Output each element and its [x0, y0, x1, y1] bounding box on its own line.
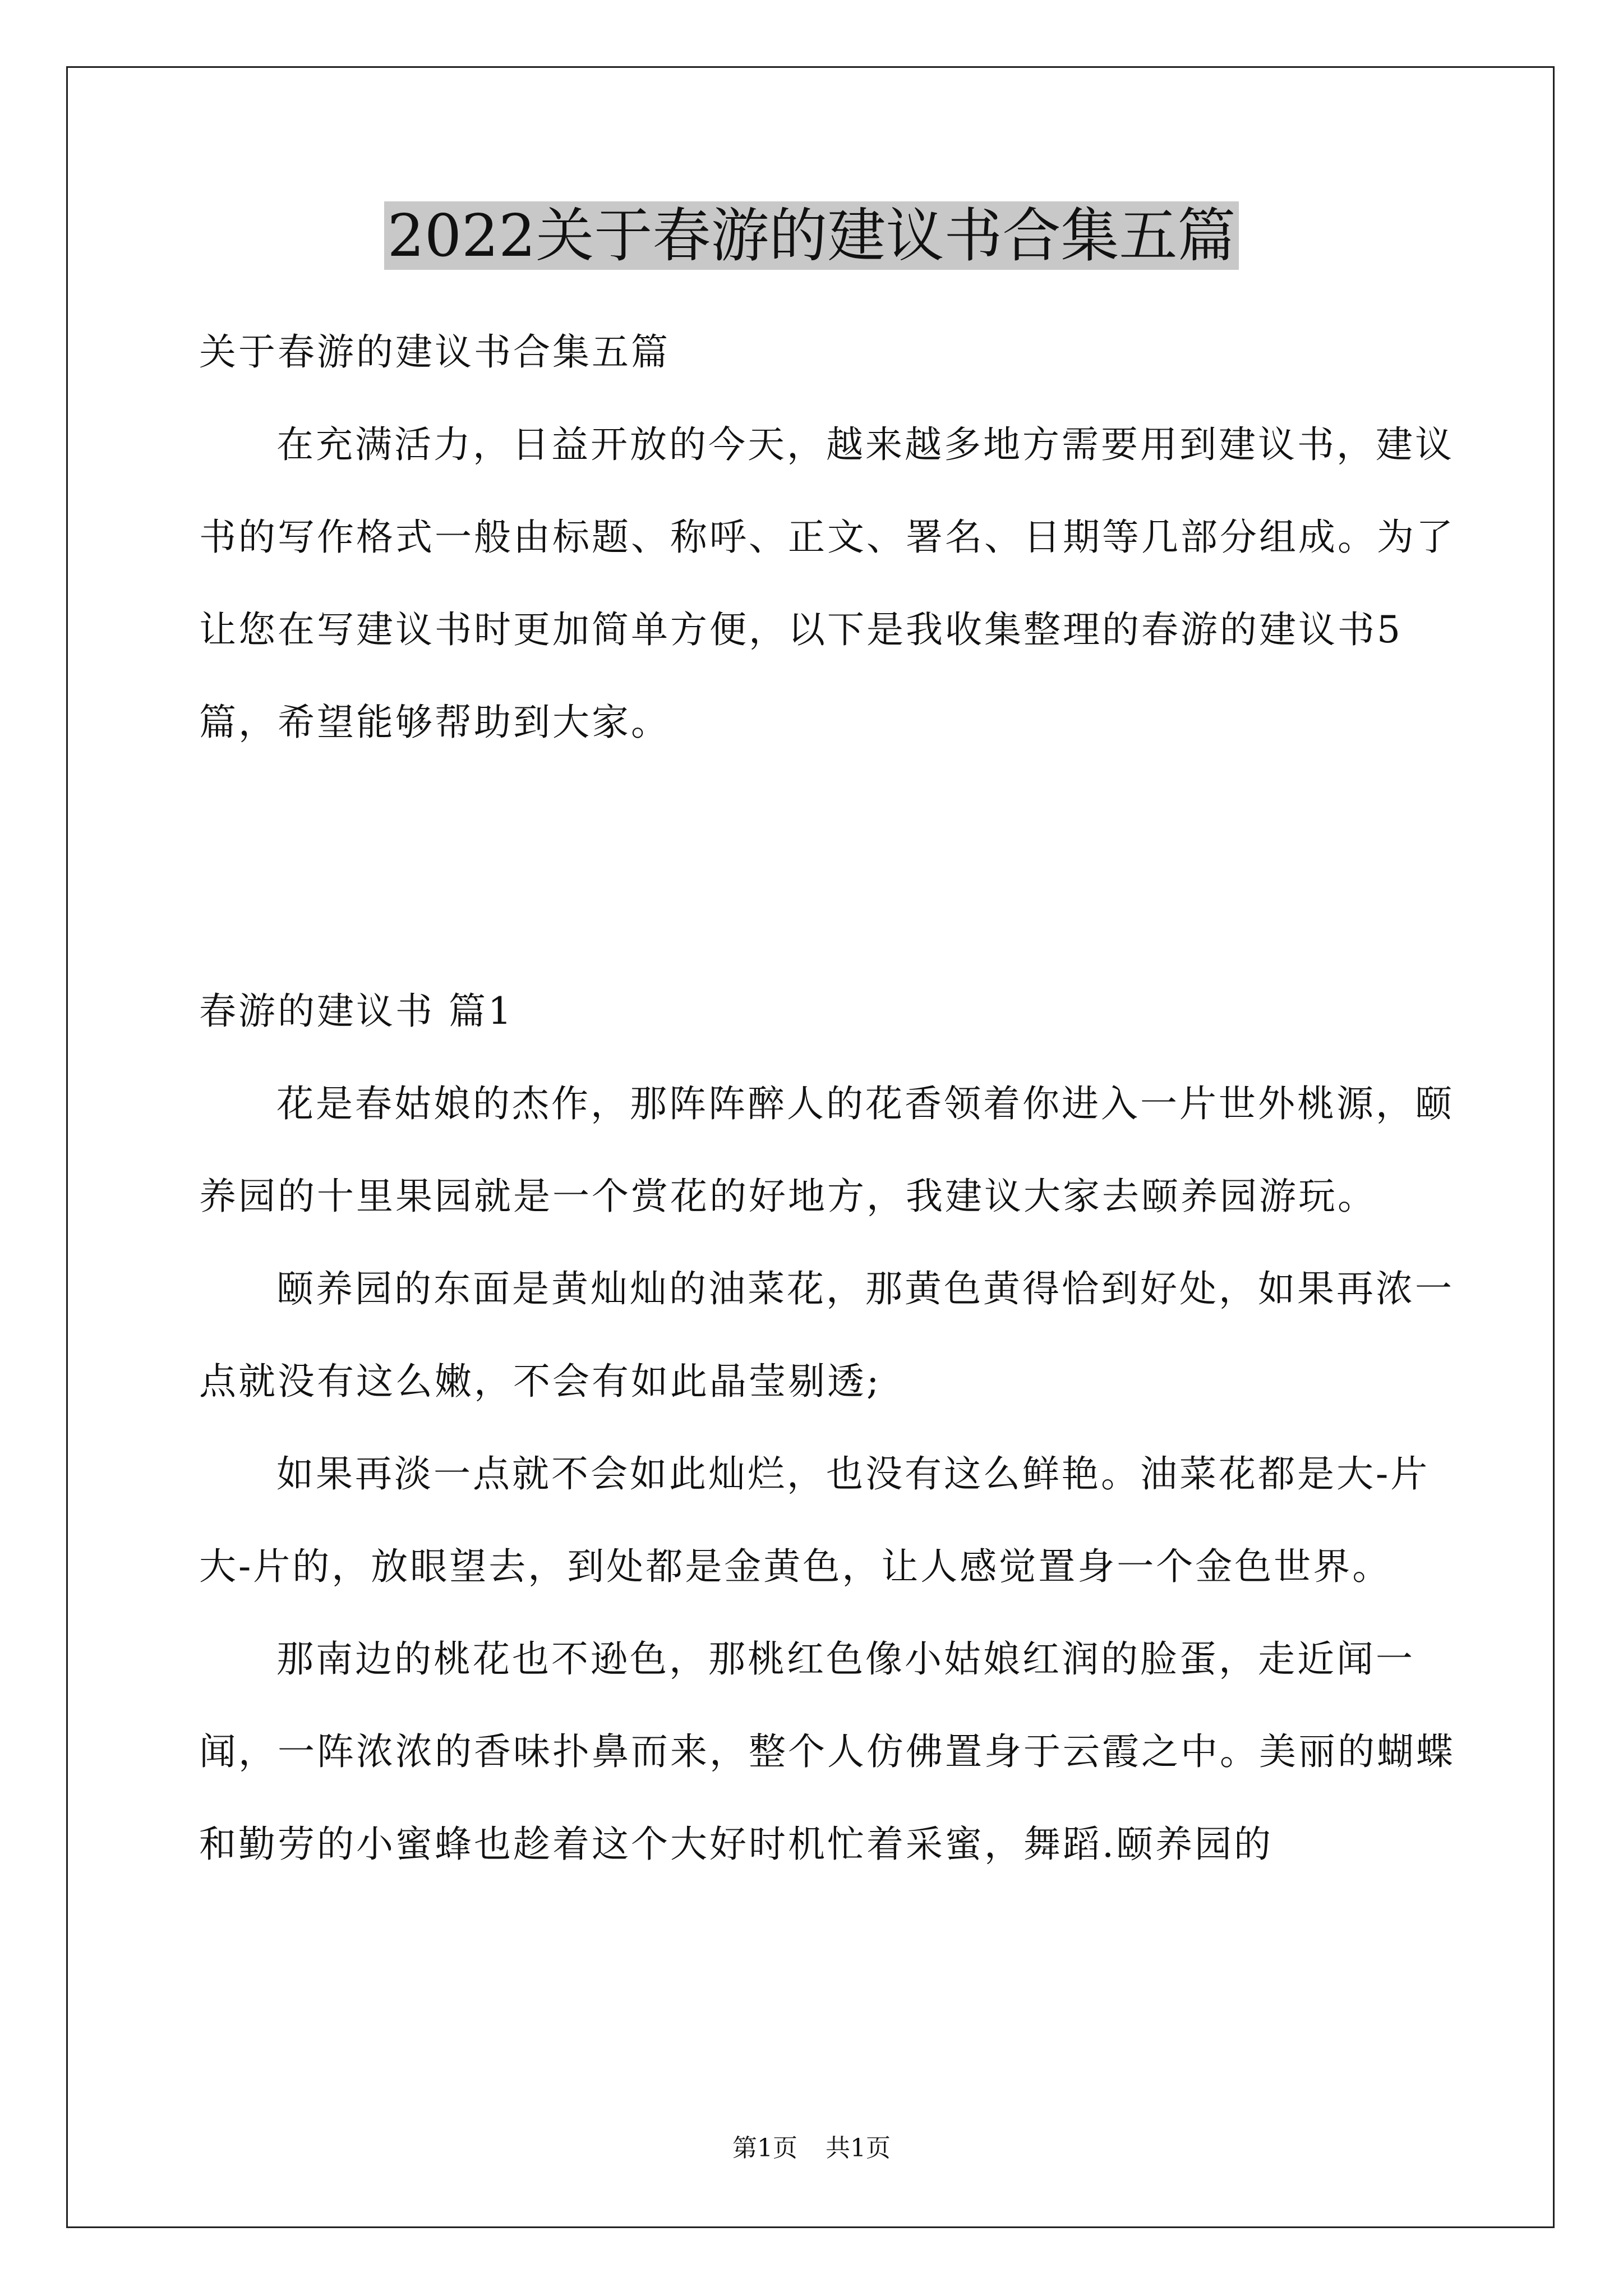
- body-paragraph-3: 如果再淡一点就不会如此灿烂，也没有这么鲜艳。油菜花都是大-片大-片的，放眼望去，到处都是金黄色，让人感觉置身一个金色世界。: [199, 1452, 1430, 1588]
- page-footer: [0, 2132, 1623, 2165]
- section-heading: 春游的建议书 篇1: [199, 990, 514, 1033]
- document-title: [0, 199, 1623, 272]
- subtitle: 关于春游的建议书合集五篇: [199, 330, 670, 374]
- body-paragraph-2: 颐养园的东面是黄灿灿的油菜花，那黄色黄得恰到好处，如果再浓一点就没有这么嫩，不会有如此晶莹剔透;: [199, 1267, 1454, 1403]
- document-title-text: 2022关于春游的建议书合集五篇: [384, 201, 1239, 270]
- page-total: 共1页: [826, 2134, 891, 2162]
- body-paragraph-4: 那南边的桃花也不逊色，那桃红色像小姑娘红润的脸蛋，走近闻一闻，一阵浓浓的香味扑鼻而来，整个人仿佛置身于云霞之中。美丽的蝴蝶和勤劳的小蜜蜂也趁着这个大好时机忙着采蜜，舞蹈.颐养园的: [199, 1637, 1455, 1866]
- page-number: 第1页: [732, 2134, 797, 2162]
- intro-paragraph: 在充满活力，日益开放的今天，越来越多地方需要用到建议书，建议书的写作格式一般由标题、称呼、正文、署名、日期等几部分组成。为了让您在写建议书时更加简单方便，以下是我收集整理的春游的建议书5篇，希望能够帮助到大家。: [199, 423, 1455, 744]
- body-paragraph-1: 花是春姑娘的杰作，那阵阵醉人的花香领着你进入一片世外桃源，颐养园的十里果园就是一个赏花的好地方，我建议大家去颐养园游玩。: [199, 1082, 1454, 1218]
